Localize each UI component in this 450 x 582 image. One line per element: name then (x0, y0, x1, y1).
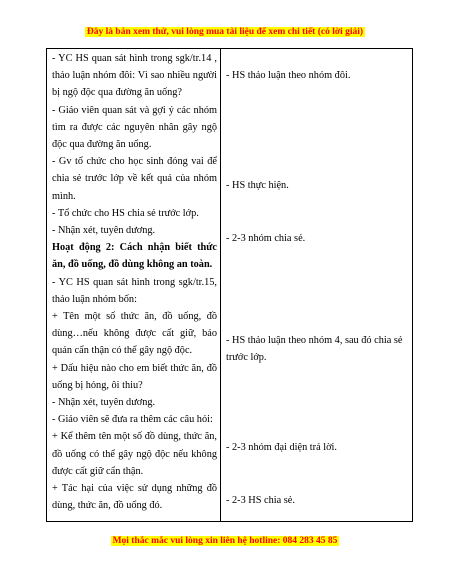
left-paragraph: - Gv tổ chức cho học sinh đóng vai để chia sẻ trước lớp về kết quả của nhóm mình. (52, 156, 217, 202)
header-notice (0, 27, 450, 37)
left-paragraph: + Tác hại của việc sử dụng những đồ dùng, thức ăn, đồ uống đó. (52, 483, 217, 512)
left-paragraph: - Giáo viên quan sát và gợi ý các nhóm tìm ra được các nguyên nhân gây ngộ độc qua đường ăn uống. (52, 104, 217, 151)
table-row (47, 49, 413, 522)
header-notice-text: Đây là bản xem thử, vui lòng mua tài liệu để xem chi tiết (có lời giải) (86, 27, 364, 37)
left-paragraph: - YC HS quan sát hình trong sgk/tr.14 , thảo luận nhóm đôi: Vì sao nhiều người bị ngộ độc qua đường ăn uống? (52, 53, 217, 99)
left-paragraph: - YC HS quan sát hình trong sgk/tr.15, thảo luận nhóm bốn: (52, 276, 217, 305)
right-paragraph: - HS thực hiện. (226, 180, 289, 191)
student-activities-column (221, 49, 413, 522)
right-paragraph: - 2-3 nhóm chia sẻ. (226, 233, 306, 244)
left-paragraph: - Giáo viên sẽ đưa ra thêm các câu hỏi: (52, 414, 213, 426)
right-paragraph: - 2-3 nhóm đại diện trả lời. (226, 442, 337, 453)
footer-notice-text: Mọi thắc mắc vui lòng xin liên hệ hotline: 084 283 45 85 (112, 536, 338, 546)
teacher-activities-column (47, 49, 221, 522)
left-paragraph: + Dấu hiệu nào cho em biết thức ăn, đồ uống bị hỏng, ôi thiu? (52, 362, 217, 391)
left-paragraph: - Tổ chức cho HS chia sẻ trước lớp. (52, 207, 199, 219)
footer-notice (0, 536, 450, 546)
left-paragraph: + Kể thêm tên một số đồ dùng, thức ăn, đồ uống có thể gây ngộ độc nếu không được cất giữ cẩn thận. (52, 431, 217, 477)
lesson-table (46, 48, 413, 522)
left-paragraph: - Nhận xét, tuyên dương. (52, 225, 156, 237)
activity-2-heading: Hoạt động 2: Cách nhận biết thức ăn, đồ uống, đồ dùng không an toàn. (52, 242, 217, 271)
left-paragraph: - Nhận xét, tuyên dương. (52, 397, 156, 409)
right-paragraph: - HS thảo luận theo nhóm 4, sau đó chia sẻ trước lớp. (226, 335, 403, 364)
right-paragraph: - HS thảo luận theo nhóm đôi. (226, 70, 351, 81)
left-paragraph: + Tên một số thức ăn, đồ uống, đồ dùng…nếu không được cất giữ, bảo quản cẩn thận có thể gây ngộ độc. (52, 311, 217, 357)
right-paragraph: - 2-3 HS chia sẻ. (226, 495, 295, 506)
